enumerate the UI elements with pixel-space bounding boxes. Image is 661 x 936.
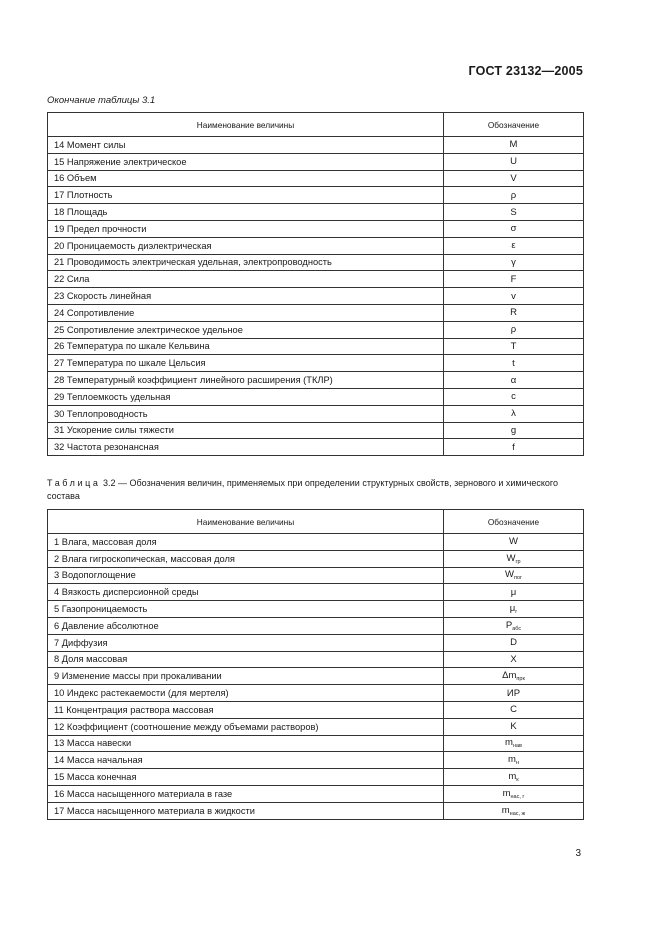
quantity-symbol: R xyxy=(510,307,517,319)
quantity-symbol-cell xyxy=(444,204,584,221)
quantity-symbol-cell xyxy=(444,567,584,584)
quantity-symbol-cell xyxy=(444,785,584,802)
quantity-symbol-cell xyxy=(444,718,584,735)
quantity-symbol: D xyxy=(510,637,517,649)
quantity-symbol-cell xyxy=(444,237,584,254)
quantity-symbol: m xyxy=(502,787,511,799)
quantity-symbol: W xyxy=(506,552,516,564)
standard-code: ГОСТ 23132—2005 xyxy=(468,64,583,78)
quantity-symbol-cell xyxy=(444,137,584,154)
quantity-name: 20 Проницаемость диэлектрическая xyxy=(48,237,444,254)
quantity-name: 25 Сопротивление электрическое удельное xyxy=(48,321,444,338)
table-row xyxy=(48,550,584,567)
quantity-name: 1 Влага, массовая доля xyxy=(48,534,444,551)
table-3-2-caption xyxy=(47,477,583,503)
table-row xyxy=(48,137,584,154)
quantity-symbol-cell xyxy=(444,372,584,389)
quantity-symbol-cell xyxy=(444,534,584,551)
quantity-symbol-cell xyxy=(444,685,584,702)
quantity-name: 4 Вязкость дисперсионной среды xyxy=(48,584,444,601)
table-row xyxy=(48,439,584,456)
table-row xyxy=(48,338,584,355)
quantity-symbol: t xyxy=(512,357,515,369)
quantity-name: 30 Теплопроводность xyxy=(48,405,444,422)
quantity-symbol-cell xyxy=(444,338,584,355)
column-header-symbol: Обозначение xyxy=(444,113,584,137)
quantity-name: 14 Момент силы xyxy=(48,137,444,154)
quantity-symbol-cell xyxy=(444,752,584,769)
quantity-name: 19 Предел прочности xyxy=(48,220,444,237)
table-row xyxy=(48,752,584,769)
quantity-symbol: P xyxy=(505,619,513,631)
quantity-symbol: ρ xyxy=(510,189,517,201)
table-row xyxy=(48,304,584,321)
table-row xyxy=(48,651,584,668)
table-row xyxy=(48,187,584,204)
table-row xyxy=(48,802,584,819)
quantity-symbol: λ xyxy=(511,408,516,420)
table-row xyxy=(48,685,584,702)
quantity-symbol: c xyxy=(511,391,516,403)
column-header-name: Наименование величины xyxy=(48,510,444,534)
table-row xyxy=(48,769,584,786)
table-row xyxy=(48,668,584,685)
quantity-symbol: U xyxy=(510,156,517,168)
quantity-symbol: μ xyxy=(509,603,516,615)
quantity-symbol-cell xyxy=(444,584,584,601)
quantity-symbol-cell xyxy=(444,220,584,237)
quantity-name: 21 Проводимость электрическая удельная, электропроводность xyxy=(48,254,444,271)
quantity-symbol-cell xyxy=(444,288,584,305)
quantity-symbol: σ xyxy=(510,223,517,235)
table-row xyxy=(48,567,584,584)
quantity-symbol: S xyxy=(510,206,517,218)
table-row xyxy=(48,601,584,618)
quantity-name: 32 Частота резонансная xyxy=(48,439,444,456)
quantity-name: 26 Температура по шкале Кельвина xyxy=(48,338,444,355)
quantity-symbol-cell xyxy=(444,668,584,685)
quantity-symbol-cell xyxy=(444,153,584,170)
quantity-symbol: X xyxy=(510,653,517,665)
quantity-symbol-cell xyxy=(444,388,584,405)
table-row xyxy=(48,584,584,601)
quantity-symbol-cell xyxy=(444,321,584,338)
quantity-symbol-cell xyxy=(444,355,584,372)
quantity-symbol-subscript: нав xyxy=(512,743,522,750)
table-row xyxy=(48,153,584,170)
quantity-name: 23 Скорость линейная xyxy=(48,288,444,305)
quantity-name: 18 Площадь xyxy=(48,204,444,221)
table-row xyxy=(48,405,584,422)
quantity-symbol: C xyxy=(510,704,517,716)
quantity-name: 15 Напряжение электрическое xyxy=(48,153,444,170)
table-3-1 xyxy=(47,112,584,456)
quantity-symbol-cell xyxy=(444,617,584,634)
quantity-name: 28 Температурный коэффициент линейного расширения (ТКЛР) xyxy=(48,372,444,389)
quantity-name: 5 Газопроницаемость xyxy=(48,601,444,618)
table-row xyxy=(48,701,584,718)
quantity-name: 17 Масса насыщенного материала в жидкости xyxy=(48,802,444,819)
table-header-row xyxy=(48,510,584,534)
table-row xyxy=(48,271,584,288)
table-row xyxy=(48,422,584,439)
quantity-name: 12 Коэффициент (соотношение между объемами растворов) xyxy=(48,718,444,735)
quantity-symbol-cell xyxy=(444,735,584,752)
quantity-name: 11 Концентрация раствора массовая xyxy=(48,701,444,718)
quantity-symbol: g xyxy=(510,424,517,436)
quantity-symbol-subscript: пог xyxy=(513,575,522,582)
table-row xyxy=(48,355,584,372)
quantity-name: 15 Масса конечная xyxy=(48,769,444,786)
quantity-symbol-subscript: нас, г xyxy=(510,793,525,800)
quantity-name: 14 Масса начальная xyxy=(48,752,444,769)
quantity-symbol: ε xyxy=(511,240,516,252)
quantity-symbol: ρ xyxy=(510,324,517,336)
quantity-symbol: α xyxy=(510,374,517,386)
quantity-symbol-cell xyxy=(444,405,584,422)
quantity-symbol: F xyxy=(510,273,517,285)
column-header-name: Наименование величины xyxy=(48,113,444,137)
quantity-symbol-subscript: нас, ж xyxy=(509,810,526,817)
quantity-symbol: W xyxy=(509,536,518,548)
quantity-symbol-subscript: н xyxy=(515,760,519,767)
quantity-name: 9 Изменение массы при прокаливании xyxy=(48,668,444,685)
quantity-name: 27 Температура по шкале Цельсия xyxy=(48,355,444,372)
table-row xyxy=(48,785,584,802)
quantity-name: 3 Водопоглощение xyxy=(48,567,444,584)
quantity-symbol-cell xyxy=(444,170,584,187)
quantity-symbol: m xyxy=(505,737,513,749)
quantity-symbol: v xyxy=(511,290,516,302)
quantity-symbol: W xyxy=(504,569,514,581)
table-row xyxy=(48,617,584,634)
quantity-symbol: Δm xyxy=(502,670,517,682)
quantity-symbol: K xyxy=(510,721,517,733)
quantity-symbol-cell xyxy=(444,701,584,718)
table-row xyxy=(48,372,584,389)
quantity-symbol: T xyxy=(510,340,517,352)
quantity-name: 10 Индекс растекаемости (для мертеля) xyxy=(48,685,444,702)
quantity-symbol: m xyxy=(508,771,517,783)
quantity-symbol: μ xyxy=(510,586,517,598)
quantity-symbol-cell xyxy=(444,187,584,204)
quantity-symbol-subscript: г xyxy=(515,609,518,616)
caption-table-word: Таблица xyxy=(47,478,101,488)
table-row xyxy=(48,534,584,551)
quantity-name: 31 Ускорение силы тяжести xyxy=(48,422,444,439)
table-row xyxy=(48,321,584,338)
quantity-name: 13 Масса навески xyxy=(48,735,444,752)
quantity-symbol: m xyxy=(508,754,516,766)
table-row xyxy=(48,634,584,651)
table-row xyxy=(48,254,584,271)
quantity-name: 8 Доля массовая xyxy=(48,651,444,668)
quantity-symbol-subscript: абс xyxy=(512,625,522,632)
quantity-symbol: γ xyxy=(511,256,516,268)
table-row xyxy=(48,388,584,405)
table-row xyxy=(48,237,584,254)
quantity-symbol-subscript: гр xyxy=(515,558,521,565)
quantity-name: 2 Влага гигроскопическая, массовая доля xyxy=(48,550,444,567)
quantity-symbol-cell xyxy=(444,651,584,668)
quantity-name: 16 Объем xyxy=(48,170,444,187)
table-row xyxy=(48,735,584,752)
quantity-symbol-cell xyxy=(444,254,584,271)
table-row xyxy=(48,718,584,735)
quantity-symbol: f xyxy=(512,441,515,453)
quantity-symbol-subscript: прк xyxy=(516,676,525,683)
quantity-symbol-cell xyxy=(444,439,584,456)
quantity-symbol-cell xyxy=(444,304,584,321)
quantity-symbol-cell xyxy=(444,769,584,786)
column-header-symbol: Обозначение xyxy=(444,510,584,534)
quantity-symbol: M xyxy=(509,139,518,151)
quantity-symbol-cell xyxy=(444,634,584,651)
quantity-symbol-cell xyxy=(444,271,584,288)
table-header-row xyxy=(48,113,584,137)
caption-text: 3.2 — Обозначения величин, применяемых при определении структурных свойств, зернового и химического состава xyxy=(47,478,558,501)
quantity-name: 7 Диффузия xyxy=(48,634,444,651)
table-3-2 xyxy=(47,509,584,820)
quantity-symbol: m xyxy=(501,804,510,816)
quantity-symbol-cell xyxy=(444,802,584,819)
quantity-symbol-cell xyxy=(444,422,584,439)
quantity-symbol-subscript: к xyxy=(516,777,519,784)
quantity-name: 16 Масса насыщенного материала в газе xyxy=(48,785,444,802)
table-row xyxy=(48,220,584,237)
quantity-symbol-cell xyxy=(444,601,584,618)
quantity-symbol-cell xyxy=(444,550,584,567)
quantity-name: 6 Давление абсолютное xyxy=(48,617,444,634)
table-row xyxy=(48,170,584,187)
quantity-name: 17 Плотность xyxy=(48,187,444,204)
table-continuation-caption: Окончание таблицы 3.1 xyxy=(47,95,156,106)
page-number: 3 xyxy=(575,848,581,859)
quantity-name: 29 Теплоемкость удельная xyxy=(48,388,444,405)
quantity-symbol: ИР xyxy=(506,687,521,699)
quantity-symbol: V xyxy=(510,172,517,184)
table-row xyxy=(48,288,584,305)
quantity-name: 24 Сопротивление xyxy=(48,304,444,321)
table-row xyxy=(48,204,584,221)
quantity-name: 22 Сила xyxy=(48,271,444,288)
